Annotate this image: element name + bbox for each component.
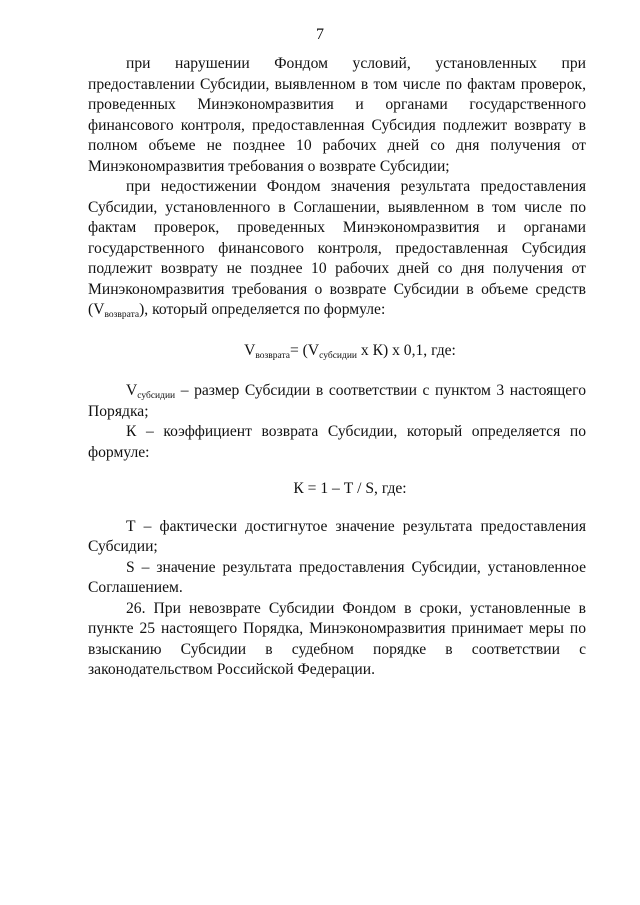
subscript-return: возврата: [104, 310, 140, 320]
definition-v-subsidy: [88, 381, 586, 422]
paragraph-non-achievement-text: при недостижении Фондом значения результата предоставления Субсидии, установленного в Соглашении, выявленном в том числе по фактам проверок, проведенных Минэкономразвития и органами государственного финансового контроля, предоставленная Субсидия подлежит возврату не позднее 10 рабочих дней со дня получения от Минэкономразвития требования о возврате Субсидии в объеме средств (V: [88, 178, 586, 318]
definition-v-sub: субсидии: [137, 391, 176, 401]
formula-end: x К) x 0,1, где:: [357, 341, 456, 359]
paragraph-26: 26. При невозврате Субсидии Фондом в сроки, установленные в пункте 25 настоящего Порядка, Минэкономразвития принимает меры по взысканию Субсидии в судебном порядке в соответствии с законодательством Российской Федерации.: [88, 599, 586, 678]
paragraph-violation: при нарушении Фондом условий, установленных при предоставлении Субсидии, выявленном в том числе по фактам проверок, проведенных Минэкономразвития и органами государственного финансового контроля, предоставленная Субсидия подлежит возврату в полном объеме не позднее 10 рабочих дней со дня получения от Минэкономразвития требования о возврате Субсидии;: [88, 55, 586, 175]
definition-v: V: [126, 382, 138, 399]
formula-coefficient: К = 1 – Т / S, где:: [293, 480, 407, 497]
formula-sub-return: возврата: [255, 350, 290, 361]
definition-s: S – значение результата предоставления Субсидии, установленное Соглашением.: [88, 558, 586, 596]
definition-v-text: – размер Субсидии в соответствии с пунктом 3 настоящего Порядка;: [88, 382, 586, 420]
paragraph-non-achievement: [88, 177, 586, 321]
formula-sub-subsidy: субсидии: [319, 350, 357, 361]
formula-return-volume: [88, 341, 586, 362]
page-number: 7: [316, 26, 324, 43]
document-body: [88, 54, 586, 681]
formula-mid: = (V: [289, 341, 320, 359]
definition-k: К – коэффициент возврата Субсидии, который определяется по формуле:: [88, 423, 586, 461]
formula-v: V: [244, 341, 256, 359]
definition-t: Т – фактически достигнутое значение результата предоставления Субсидии;: [88, 517, 586, 555]
paragraph-non-achievement-end: ), который определяется по формуле:: [139, 301, 386, 318]
